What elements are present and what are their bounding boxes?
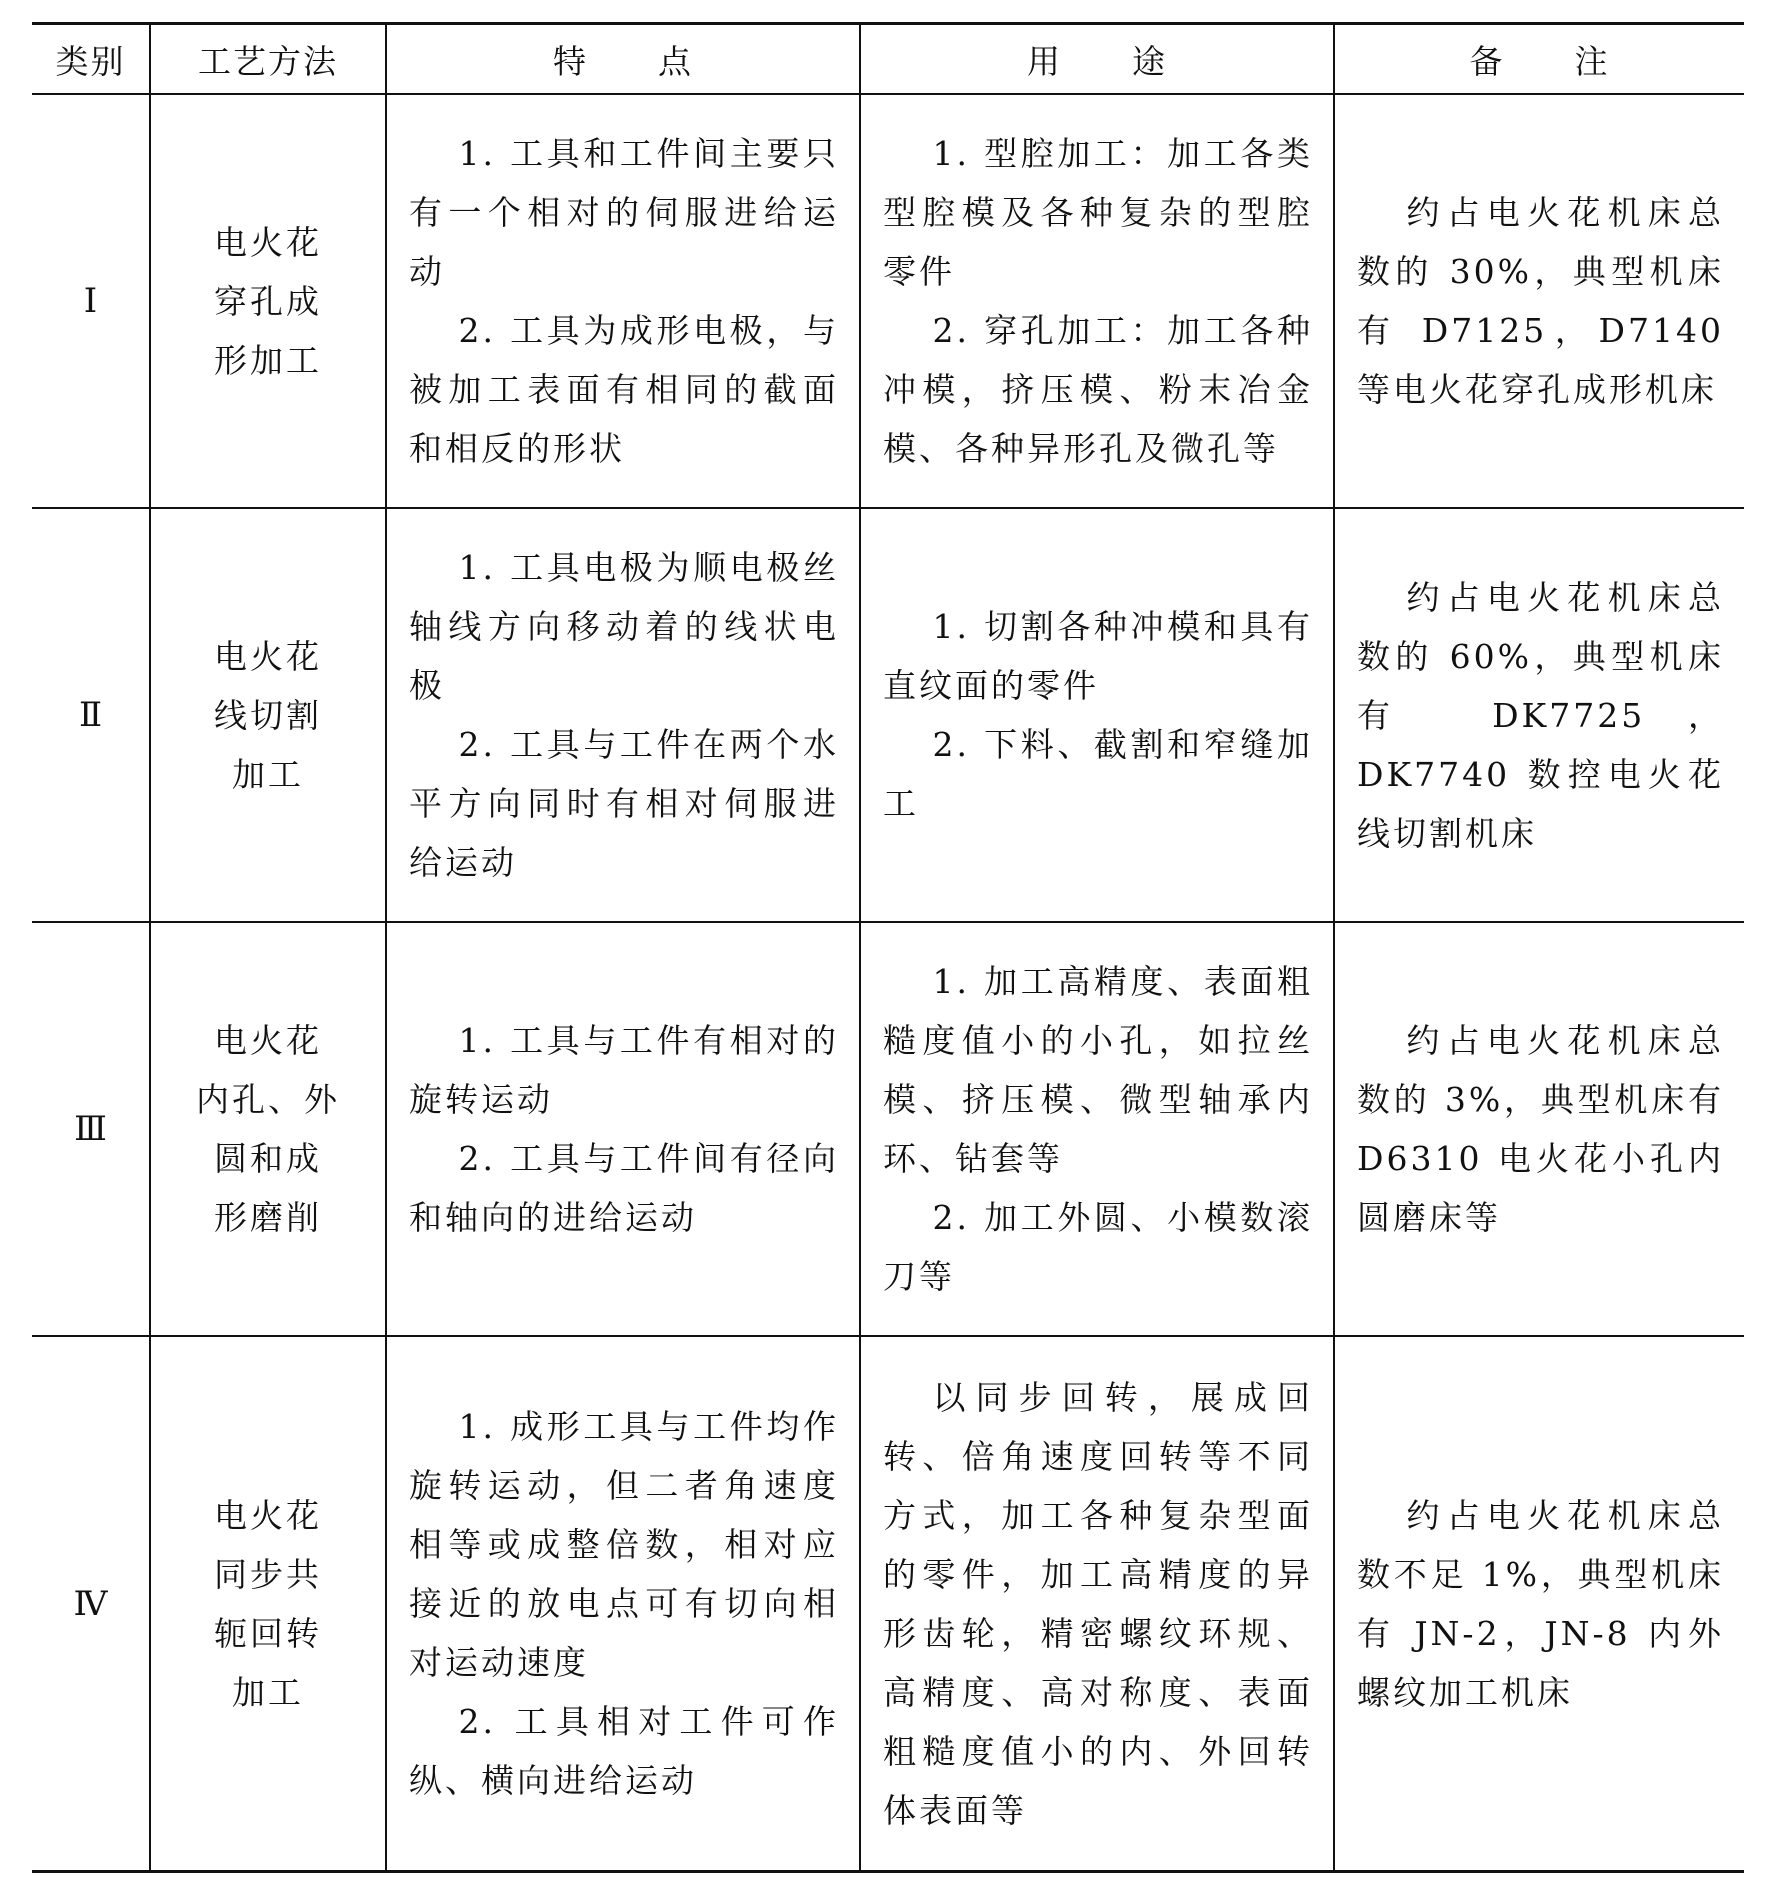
- method-line: 电火花: [214, 636, 322, 676]
- use-item: 2. 下料、截割和窄缝加工: [883, 725, 1313, 823]
- method-line: 加工: [232, 754, 304, 794]
- method-line: 形磨削: [214, 1198, 322, 1237]
- category-cell: Ⅳ: [32, 1336, 150, 1872]
- feature-item: 2. 工具为成形电极，与被加工表面有相同的截面和相反的形状: [409, 311, 839, 468]
- method-line: 内孔、外: [196, 1080, 340, 1119]
- features-cell: [386, 94, 860, 508]
- table-header: [32, 24, 1744, 95]
- feature-item: 1. 工具与工件有相对的旋转运动: [409, 1021, 839, 1119]
- notes-cell: [1334, 1336, 1744, 1872]
- feature-item: 1. 工具和工件间主要只有一个相对的伺服进给运动: [409, 134, 839, 291]
- method-line: 电火花: [214, 1495, 322, 1535]
- process-table-container: [32, 22, 1744, 1873]
- use-item: 2. 加工外圆、小模数滚刀等: [883, 1198, 1313, 1296]
- method-cell: [150, 508, 386, 922]
- uses-cell: [860, 922, 1334, 1336]
- method-cell: [150, 94, 386, 508]
- feature-item: 2. 工具与工件在两个水平方向同时有相对伺服进给运动: [409, 725, 839, 882]
- header-category: 类别: [32, 24, 150, 95]
- method-line: 穿孔成: [214, 281, 322, 321]
- feature-item: 1. 工具电极为顺电极丝轴线方向移动着的线状电极: [409, 548, 839, 705]
- use-item: 1. 型腔加工：加工各类型腔模及各种复杂的型腔零件: [883, 134, 1313, 291]
- method-line: 轭回转: [214, 1613, 322, 1653]
- header-method: 工艺方法: [150, 24, 386, 95]
- table-row: [32, 1336, 1744, 1872]
- header-notes: 备 注: [1334, 24, 1744, 95]
- method-line: 电火花: [214, 1021, 322, 1060]
- method-line: 同步共: [214, 1554, 322, 1594]
- uses-cell: [860, 1336, 1334, 1872]
- note-item: 约占电火花机床总数的 60%，典型机床有 DK7725，DK7740 数控电火花线切割机床: [1357, 577, 1724, 853]
- table-row: [32, 94, 1744, 508]
- note-item: 约占电火花机床总数的 3%，典型机床有 D6310 电火花小孔内圆磨床等: [1357, 1021, 1724, 1237]
- table-row: [32, 508, 1744, 922]
- category-cell: Ⅰ: [32, 94, 150, 508]
- uses-cell: [860, 508, 1334, 922]
- edm-process-table: [32, 22, 1744, 1873]
- table-row: [32, 922, 1744, 1336]
- header-row: [32, 24, 1744, 95]
- uses-cell: [860, 94, 1334, 508]
- method-line: 线切割: [214, 695, 322, 735]
- use-item: 1. 切割各种冲模和具有直纹面的零件: [883, 607, 1313, 705]
- category-cell: Ⅲ: [32, 922, 150, 1336]
- category-cell: Ⅱ: [32, 508, 150, 922]
- features-cell: [386, 922, 860, 1336]
- feature-item: 2. 工具相对工件可作纵、横向进给运动: [409, 1702, 839, 1800]
- note-item: 约占电火花机床总数的 30%，典型机床有 D7125，D7140 等电火花穿孔成形机床: [1357, 193, 1724, 409]
- method-line: 圆和成: [214, 1139, 322, 1178]
- method-cell: [150, 922, 386, 1336]
- features-cell: [386, 1336, 860, 1872]
- notes-cell: [1334, 508, 1744, 922]
- note-item: 约占电火花机床总数不足 1%，典型机床有 JN-2，JN-8 内外螺纹加工机床: [1357, 1495, 1724, 1712]
- method-line: 电火花: [214, 222, 322, 262]
- method-line: 形加工: [214, 340, 322, 380]
- use-item: 以同步回转，展成回转、倍角速度回转等不同方式，加工各种复杂型面的零件，加工高精度的异形齿轮，精密螺纹环规、高精度、高对称度、表面粗糙度值小的内、外回转体表面等: [883, 1377, 1313, 1830]
- feature-item: 2. 工具与工件间有径向和轴向的进给运动: [409, 1139, 839, 1237]
- header-uses: 用 途: [860, 24, 1334, 95]
- table-body: [32, 94, 1744, 1872]
- method-cell: [150, 1336, 386, 1872]
- method-line: 加工: [232, 1672, 304, 1712]
- notes-cell: [1334, 922, 1744, 1336]
- header-features: 特 点: [386, 24, 860, 95]
- features-cell: [386, 508, 860, 922]
- notes-cell: [1334, 94, 1744, 508]
- use-item: 2. 穿孔加工：加工各种冲模，挤压模、粉末冶金模、各种异形孔及微孔等: [883, 311, 1313, 468]
- feature-item: 1. 成形工具与工件均作旋转运动，但二者角速度相等或成整倍数，相对应接近的放电点可有切向相对运动速度: [409, 1407, 839, 1682]
- use-item: 1. 加工高精度、表面粗糙度值小的小孔，如拉丝模、挤压模、微型轴承内环、钻套等: [883, 962, 1313, 1178]
